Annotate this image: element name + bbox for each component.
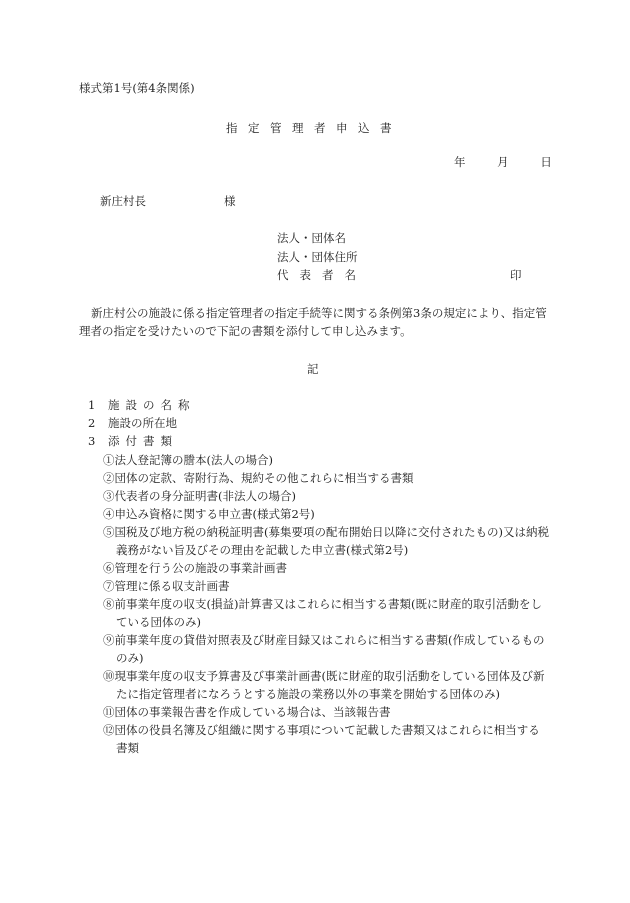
item-label: 施設の所在地 bbox=[108, 416, 177, 430]
attachment-item: ⑫団体の役員名簿及び組織に関する事項について記載した書類又はこれらに相当する書類 bbox=[103, 723, 540, 755]
date-day: 日 bbox=[540, 155, 552, 169]
date-line bbox=[454, 154, 552, 170]
attachment-list bbox=[103, 451, 550, 757]
attachment-item: ③代表者の身分証明書(非法人の場合) bbox=[103, 489, 296, 503]
addressee-honorific: 様 bbox=[224, 194, 236, 208]
attachment-item: ⑥管理を行う公の施設の事業計画書 bbox=[103, 561, 287, 575]
attachment-item: ⑦管理に係る収支計画書 bbox=[103, 579, 230, 593]
applicant-name-label: 法人・団体名 bbox=[277, 231, 346, 245]
form-number: 様式第1号(第4条関係) bbox=[79, 81, 195, 95]
item-label: 添付書類 bbox=[108, 434, 178, 448]
list-item bbox=[88, 415, 177, 431]
item-number: 1 bbox=[88, 398, 96, 412]
document-title: 指定管理者申込書 bbox=[226, 121, 402, 135]
item-number: 2 bbox=[88, 416, 96, 430]
addressee bbox=[100, 193, 236, 209]
list-item bbox=[88, 397, 196, 413]
list-item bbox=[88, 433, 178, 449]
attachment-item: ⑧前事業年度の収支(損益)計算書又はこれらに相当する書類(既に財産的取引活動をしている団体のみ) bbox=[103, 597, 542, 629]
ki-heading: 記 bbox=[307, 362, 319, 376]
addressee-name: 新庄村長 bbox=[100, 194, 146, 208]
attachment-item: ⑩現事業年度の収支予算書及び事業計画書(既に財産的取引活動をしている団体及び新たに指定管理者になろうとする施設の業務以外の事業を開始する団体のみ) bbox=[103, 669, 545, 701]
attachment-item: ②団体の定款、寄附行為、規約その他これらに相当する書類 bbox=[103, 471, 414, 485]
applicant-representative-row bbox=[277, 267, 367, 283]
attachment-item: ⑪団体の事業報告書を作成している場合は、当該報告書 bbox=[103, 705, 391, 719]
attachment-item: ④申込み資格に関する申立書(様式第2号) bbox=[103, 507, 315, 521]
representative-label: 代表者名 bbox=[277, 268, 367, 282]
date-month: 月 bbox=[497, 155, 509, 169]
body-paragraph: 新庄村公の施設に係る指定管理者の指定手続等に関する条例第3条の規定により、指定管理者の指定を受けたいので下記の書類を添付して申し込みます。 bbox=[79, 306, 547, 338]
item-number: 3 bbox=[88, 434, 96, 448]
applicant-address-label: 法人・団体住所 bbox=[277, 250, 358, 264]
attachment-item: ⑤国税及び地方税の納税証明書(募集要項の配布開始日以降に交付されたもの)又は納税義務がない旨及びその理由を記載した申立書(様式第2号) bbox=[103, 525, 549, 557]
item-label: 施設の名称 bbox=[108, 398, 196, 412]
attachment-item: ⑨前事業年度の貸借対照表及び財産目録又はこれらに相当する書類(作成しているもののみ) bbox=[103, 633, 545, 665]
date-year: 年 bbox=[454, 155, 466, 169]
seal-mark: 印 bbox=[510, 268, 522, 282]
attachment-item: ①法人登記簿の謄本(法人の場合) bbox=[103, 453, 273, 467]
